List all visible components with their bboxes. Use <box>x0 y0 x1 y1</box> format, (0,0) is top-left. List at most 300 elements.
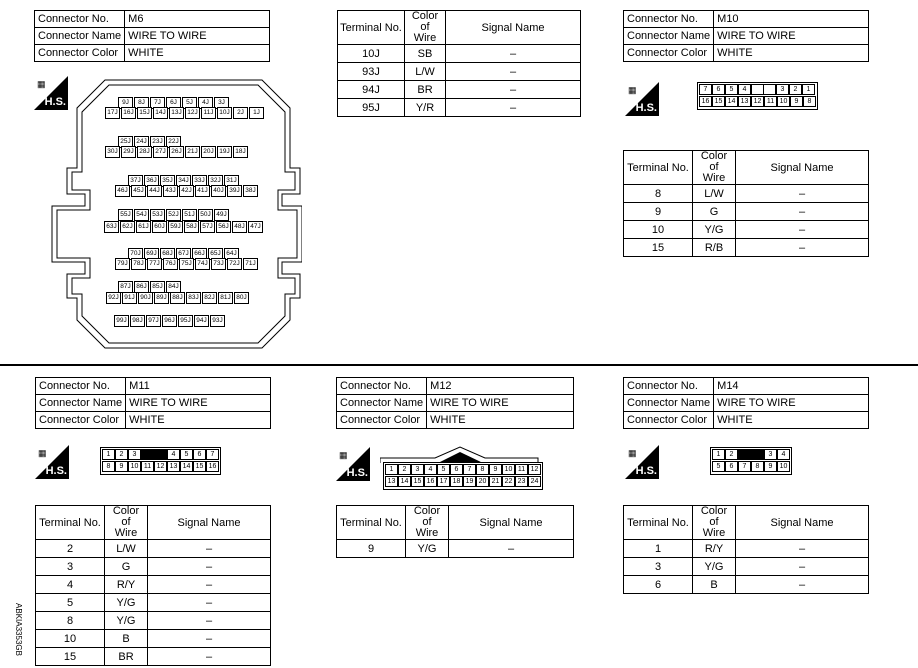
label-connector-color: Connector Color <box>624 45 714 62</box>
cell-terminal-no: 9 <box>337 540 406 558</box>
pin-cell: 20 <box>476 476 489 487</box>
pin-cell: 51J <box>182 209 197 221</box>
m14-connector-name: WIRE TO WIRE <box>714 395 869 412</box>
pin-cell: 89J <box>154 292 169 304</box>
label-connector-name: Connector Name <box>35 28 125 45</box>
pin-cell: 4J <box>198 97 213 109</box>
table-row <box>624 540 869 558</box>
pin-cell: 76J <box>163 258 178 270</box>
cell-signal-name: – <box>446 45 581 63</box>
pin-cell: 67J <box>176 248 191 260</box>
pin-cell: 16 <box>206 461 219 472</box>
pin-row <box>115 258 259 270</box>
m14-terminal-table <box>623 505 869 594</box>
m11-connector-color: WHITE <box>126 412 271 429</box>
pin-cell: 65J <box>208 248 223 260</box>
pin-cell: 87J <box>118 281 133 293</box>
pin-cell: 3 <box>764 449 777 460</box>
pin-cell: 5 <box>725 84 738 95</box>
pin-cell: 58J <box>184 221 199 233</box>
pin-cell: 9 <box>115 461 128 472</box>
label-connector-color: Connector Color <box>337 412 427 429</box>
pin-cell: 12 <box>751 96 764 107</box>
pin-cell: 16 <box>699 96 712 107</box>
pin-cell: 43J <box>163 185 178 197</box>
cell-wire-color: Y/R <box>405 99 446 117</box>
cell-wire-color: L/W <box>405 63 446 81</box>
m6-connector-no: M6 <box>125 11 270 28</box>
pin-cell: 3 <box>411 464 424 475</box>
pin-cell: 1J <box>249 107 264 119</box>
pin-row <box>102 461 219 473</box>
pin-cell: 8 <box>751 461 764 472</box>
pin-cell: 15 <box>712 96 725 107</box>
pin-cell: 7 <box>699 84 712 95</box>
pin-row <box>106 292 250 304</box>
pin-cell: 5J <box>182 97 197 109</box>
pin-cell: 25J <box>118 136 133 148</box>
pin-cell: 13J <box>169 107 184 119</box>
pin-cell: 54J <box>134 209 149 221</box>
pin-row <box>699 96 816 108</box>
pin-cell: 98J <box>130 315 145 327</box>
m12-pinout <box>383 462 543 490</box>
pin-cell: 85J <box>150 281 165 293</box>
cell-wire-color: Y/G <box>693 221 736 239</box>
pin-cell: 55J <box>118 209 133 221</box>
col-terminal-no: Terminal No. <box>624 506 693 540</box>
cell-signal-name: – <box>736 239 869 257</box>
table-row <box>337 540 574 558</box>
pin-cell: 82J <box>202 292 217 304</box>
cell-signal-name: – <box>148 540 271 558</box>
pin-row <box>118 209 230 221</box>
pin-row <box>712 461 790 473</box>
pin-cell: 96J <box>162 315 177 327</box>
m14-pinout <box>710 447 792 475</box>
cell-wire-color: G <box>693 203 736 221</box>
pin-cell: 36J <box>144 175 159 187</box>
cell-terminal-no: 10 <box>36 630 105 648</box>
pin-cell: 63J <box>104 221 119 233</box>
m12-connector-no: M12 <box>427 378 574 395</box>
pin-cell: 2 <box>115 449 128 460</box>
pin-cell: 69J <box>144 248 159 260</box>
pin-cell <box>154 449 167 460</box>
col-signal-name: Signal Name <box>446 11 581 45</box>
pin-cell: 49J <box>214 209 229 221</box>
pin-cell: 4 <box>738 84 751 95</box>
pin-cell: 84J <box>166 281 181 293</box>
pin-row <box>102 449 219 461</box>
pin-cell: 23J <box>150 136 165 148</box>
pin-cell: 30J <box>105 146 120 158</box>
pin-cell: 74J <box>195 258 210 270</box>
pin-cell: 7J <box>150 97 165 109</box>
pin-row <box>385 476 541 488</box>
cell-wire-color: BR <box>105 648 148 666</box>
section-divider <box>0 364 918 366</box>
col-terminal-no: Terminal No. <box>624 151 693 185</box>
pin-cell: 5 <box>437 464 450 475</box>
pin-cell: 8 <box>476 464 489 475</box>
cell-wire-color: R/Y <box>693 540 736 558</box>
m14-connector-no: M14 <box>714 378 869 395</box>
label-connector-name: Connector Name <box>624 395 714 412</box>
pin-cell <box>764 84 776 95</box>
cell-signal-name: – <box>449 540 574 558</box>
cell-terminal-no: 8 <box>36 612 105 630</box>
col-color-of-wire: Color of Wire <box>105 506 148 540</box>
pin-cell: 11 <box>515 464 528 475</box>
col-signal-name: Signal Name <box>449 506 574 540</box>
cell-signal-name: – <box>736 185 869 203</box>
pin-row <box>105 107 265 119</box>
pin-cell: 14 <box>725 96 738 107</box>
pin-cell: 15 <box>411 476 424 487</box>
pin-cell: 94J <box>194 315 209 327</box>
pin-cell: 2 <box>789 84 802 95</box>
label-connector-color: Connector Color <box>624 412 714 429</box>
cell-terminal-no: 6 <box>624 576 693 594</box>
pin-cell: 12J <box>185 107 200 119</box>
pin-cell: 41J <box>195 185 210 197</box>
table-row <box>624 239 869 257</box>
cell-terminal-no: 95J <box>338 99 405 117</box>
pin-cell: 45J <box>131 185 146 197</box>
m12-key-outline <box>380 444 540 464</box>
pin-cell: 4 <box>167 449 180 460</box>
pin-cell: 88J <box>170 292 185 304</box>
pin-cell: 9J <box>118 97 133 109</box>
table-row <box>36 612 271 630</box>
pin-cell: 31J <box>224 175 239 187</box>
pin-cell: 17 <box>437 476 450 487</box>
table-row <box>36 630 271 648</box>
pin-cell: 13 <box>167 461 180 472</box>
table-row <box>36 648 271 666</box>
cell-terminal-no: 10 <box>624 221 693 239</box>
label-connector-name: Connector Name <box>624 28 714 45</box>
pin-cell: 29J <box>121 146 136 158</box>
pin-cell: 68J <box>160 248 175 260</box>
cell-signal-name: – <box>148 576 271 594</box>
pin-cell: 18J <box>233 146 248 158</box>
label-connector-color: Connector Color <box>35 45 125 62</box>
col-signal-name: Signal Name <box>736 151 869 185</box>
pin-cell: 72J <box>227 258 242 270</box>
pin-cell: 14J <box>153 107 168 119</box>
pin-cell: 15J <box>137 107 152 119</box>
pin-cell: 52J <box>166 209 181 221</box>
pin-cell: 95J <box>178 315 193 327</box>
cell-terminal-no: 1 <box>624 540 693 558</box>
pin-cell: 83J <box>186 292 201 304</box>
label-connector-color: Connector Color <box>36 412 126 429</box>
pin-cell: 24 <box>528 476 541 487</box>
cell-terminal-no: 3 <box>624 558 693 576</box>
pin-cell: 12 <box>528 464 541 475</box>
pin-cell: 23 <box>515 476 528 487</box>
cell-signal-name: – <box>148 630 271 648</box>
pin-cell <box>751 449 764 460</box>
cell-signal-name: – <box>446 99 581 117</box>
pin-cell: 8 <box>102 461 115 472</box>
m11-connector-name: WIRE TO WIRE <box>126 395 271 412</box>
table-row <box>338 63 581 81</box>
m11-terminal-table <box>35 505 271 666</box>
m11-pinout <box>100 447 221 475</box>
pin-cell: 44J <box>147 185 162 197</box>
pin-row <box>105 146 249 158</box>
cell-signal-name: – <box>736 576 869 594</box>
hs-icon: ▦ H.S. <box>336 447 370 481</box>
pin-cell: 16J <box>121 107 136 119</box>
pin-cell: 16 <box>424 476 437 487</box>
pin-cell: 47J <box>248 221 263 233</box>
pin-cell: 53J <box>150 209 165 221</box>
table-row <box>624 576 869 594</box>
pin-cell: 22J <box>166 136 181 148</box>
pin-row <box>712 449 790 461</box>
pin-cell: 10J <box>217 107 232 119</box>
cell-terminal-no: 15 <box>624 239 693 257</box>
cell-wire-color: B <box>105 630 148 648</box>
pin-cell: 62J <box>120 221 135 233</box>
cell-wire-color: Y/G <box>406 540 449 558</box>
pin-cell: 6 <box>725 461 738 472</box>
pin-cell: 7 <box>738 461 751 472</box>
pin-cell: 71J <box>243 258 258 270</box>
pin-cell: 11J <box>201 107 216 119</box>
table-row <box>338 45 581 63</box>
col-color-of-wire: Color of Wire <box>405 11 446 45</box>
m10-connector-name: WIRE TO WIRE <box>714 28 869 45</box>
cell-wire-color: Y/G <box>105 594 148 612</box>
hs-icon: ▦ H.S. <box>34 76 68 110</box>
col-terminal-no: Terminal No. <box>337 506 406 540</box>
table-row <box>338 81 581 99</box>
table-row <box>624 221 869 239</box>
table-row <box>624 558 869 576</box>
pin-cell: 1 <box>102 449 115 460</box>
figure-code: ABKIA3353GB <box>13 603 23 656</box>
cell-wire-color: R/Y <box>105 576 148 594</box>
m10-pinout <box>697 82 818 110</box>
cell-wire-color: BR <box>405 81 446 99</box>
table-row <box>36 540 271 558</box>
table-row <box>36 576 271 594</box>
pin-cell: 11 <box>764 96 777 107</box>
cell-signal-name: – <box>736 558 869 576</box>
cell-terminal-no: 3 <box>36 558 105 576</box>
cell-terminal-no: 10J <box>338 45 405 63</box>
m12-connector-name: WIRE TO WIRE <box>427 395 574 412</box>
pin-cell: 80J <box>234 292 249 304</box>
pin-cell: 1 <box>802 84 815 95</box>
pin-cell: 79J <box>115 258 130 270</box>
pin-cell: 3 <box>128 449 141 460</box>
pin-cell: 10 <box>502 464 515 475</box>
m14-connector-color: WHITE <box>714 412 869 429</box>
pin-cell: 12 <box>154 461 167 472</box>
hs-icon: ▦ H.S. <box>625 445 659 479</box>
cell-terminal-no: 4 <box>36 576 105 594</box>
pin-cell: 7 <box>463 464 476 475</box>
pin-cell: 32J <box>208 175 223 187</box>
label-connector-no: Connector No. <box>36 378 126 395</box>
pin-cell: 42J <box>179 185 194 197</box>
pin-cell: 1 <box>712 449 725 460</box>
pin-cell: 7 <box>206 449 219 460</box>
pin-cell: 3J <box>214 97 229 109</box>
pin-cell: 26J <box>169 146 184 158</box>
pin-cell: 28J <box>137 146 152 158</box>
pin-cell: 92J <box>106 292 121 304</box>
pin-cell: 18 <box>450 476 463 487</box>
pin-cell: 46J <box>115 185 130 197</box>
pin-cell: 9 <box>489 464 502 475</box>
col-signal-name: Signal Name <box>148 506 271 540</box>
pin-cell: 10 <box>777 461 790 472</box>
cell-wire-color: G <box>105 558 148 576</box>
pin-cell: 66J <box>192 248 207 260</box>
pin-cell: 50J <box>198 209 213 221</box>
pin-cell: 91J <box>122 292 137 304</box>
pin-row <box>115 185 259 197</box>
pin-cell: 97J <box>146 315 161 327</box>
pin-cell: 39J <box>227 185 242 197</box>
cell-signal-name: – <box>148 594 271 612</box>
pin-cell: 2 <box>725 449 738 460</box>
cell-signal-name: – <box>446 81 581 99</box>
pin-cell: 6 <box>450 464 463 475</box>
pin-cell: 75J <box>179 258 194 270</box>
col-signal-name: Signal Name <box>736 506 869 540</box>
m6-connector-name: WIRE TO WIRE <box>125 28 270 45</box>
pin-cell: 2 <box>398 464 411 475</box>
pin-cell: 19 <box>463 476 476 487</box>
cell-wire-color: L/W <box>693 185 736 203</box>
cell-signal-name: – <box>148 648 271 666</box>
col-terminal-no: Terminal No. <box>36 506 105 540</box>
m14-connector-info <box>623 377 869 429</box>
cell-wire-color: SB <box>405 45 446 63</box>
m11-connector-info <box>35 377 271 429</box>
cell-terminal-no: 5 <box>36 594 105 612</box>
label-connector-name: Connector Name <box>337 395 427 412</box>
pin-cell: 4 <box>424 464 437 475</box>
pin-cell: 22 <box>502 476 515 487</box>
pin-cell: 60J <box>152 221 167 233</box>
pin-cell: 27J <box>153 146 168 158</box>
pin-cell: 20J <box>201 146 216 158</box>
label-connector-no: Connector No. <box>337 378 427 395</box>
pin-cell: 14 <box>398 476 411 487</box>
pin-cell: 2J <box>233 107 248 119</box>
pin-cell: 17J <box>105 107 120 119</box>
cell-wire-color: R/B <box>693 239 736 257</box>
pin-cell: 9 <box>790 96 803 107</box>
pin-cell: 15 <box>193 461 206 472</box>
cell-terminal-no: 15 <box>36 648 105 666</box>
cell-wire-color: B <box>693 576 736 594</box>
pin-cell: 93J <box>210 315 225 327</box>
pin-cell: 13 <box>738 96 751 107</box>
pin-cell: 1 <box>385 464 398 475</box>
cell-terminal-no: 94J <box>338 81 405 99</box>
label-connector-no: Connector No. <box>35 11 125 28</box>
cell-signal-name: – <box>736 540 869 558</box>
cell-signal-name: – <box>736 221 869 239</box>
cell-signal-name: – <box>736 203 869 221</box>
pin-cell: 13 <box>385 476 398 487</box>
pin-cell: 10 <box>777 96 790 107</box>
m10-connector-no: M10 <box>714 11 869 28</box>
cell-signal-name: – <box>148 612 271 630</box>
m11-connector-no: M11 <box>126 378 271 395</box>
pin-cell: 40J <box>211 185 226 197</box>
pin-row <box>385 464 541 476</box>
cell-wire-color: L/W <box>105 540 148 558</box>
label-connector-no: Connector No. <box>624 378 714 395</box>
pin-cell: 56J <box>216 221 231 233</box>
pin-cell: 34J <box>176 175 191 187</box>
pin-cell: 8J <box>134 97 149 109</box>
cell-signal-name: – <box>148 558 271 576</box>
pin-cell: 5 <box>712 461 725 472</box>
pin-cell: 99J <box>114 315 129 327</box>
pin-cell: 61J <box>136 221 151 233</box>
cell-terminal-no: 9 <box>624 203 693 221</box>
m6-connector-info <box>34 10 270 62</box>
m10-terminal-table <box>623 150 869 257</box>
pin-cell <box>141 449 154 460</box>
cell-wire-color: Y/G <box>105 612 148 630</box>
cell-wire-color: Y/G <box>693 558 736 576</box>
m12-terminal-table <box>336 505 574 558</box>
pin-cell: 6J <box>166 97 181 109</box>
pin-cell: 8 <box>803 96 816 107</box>
pin-cell: 33J <box>192 175 207 187</box>
pin-cell: 6 <box>712 84 725 95</box>
label-connector-name: Connector Name <box>36 395 126 412</box>
cell-terminal-no: 2 <box>36 540 105 558</box>
m6-connector-color: WHITE <box>125 45 270 62</box>
pin-cell: 37J <box>128 175 143 187</box>
pin-cell: 90J <box>138 292 153 304</box>
pin-cell: 21 <box>489 476 502 487</box>
pin-cell: 86J <box>134 281 149 293</box>
m12-connector-color: WHITE <box>427 412 574 429</box>
pin-cell: 70J <box>128 248 143 260</box>
pin-cell: 24J <box>134 136 149 148</box>
pin-cell: 73J <box>211 258 226 270</box>
pin-cell: 77J <box>147 258 162 270</box>
table-row <box>36 558 271 576</box>
table-row <box>338 99 581 117</box>
pin-cell: 59J <box>168 221 183 233</box>
pin-cell <box>738 449 751 460</box>
table-row <box>624 185 869 203</box>
pin-cell: 81J <box>218 292 233 304</box>
m6-terminal-table <box>337 10 581 117</box>
pin-cell: 6 <box>193 449 206 460</box>
col-color-of-wire: Color of Wire <box>406 506 449 540</box>
pin-cell: 48J <box>232 221 247 233</box>
m10-connector-info <box>623 10 869 62</box>
table-row <box>36 594 271 612</box>
